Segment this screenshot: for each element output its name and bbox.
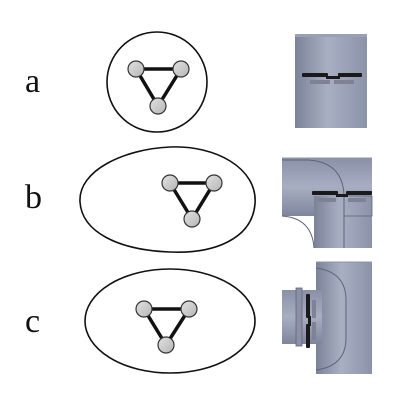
tee-flange <box>296 288 302 346</box>
sensor-bar-a1 <box>302 73 328 77</box>
sensor-bar-b1 <box>312 191 338 195</box>
node-b3 <box>184 211 200 227</box>
section-outline-ellipse <box>85 269 255 373</box>
sensor-bar-a3 <box>338 73 362 77</box>
row-c <box>25 262 372 374</box>
node-b1 <box>162 175 178 191</box>
sensor-bar-a2 <box>326 76 340 79</box>
section-outline-circle <box>107 32 207 132</box>
row-b <box>25 147 372 252</box>
node-b2 <box>206 175 222 191</box>
sensor-shadow-a1 <box>310 80 330 84</box>
row-label-b: b <box>25 179 42 216</box>
straight-pipe-body <box>295 34 367 128</box>
sensor-shadow-b1 <box>318 198 336 202</box>
node-c2 <box>181 301 197 317</box>
row-label-c: c <box>25 303 41 340</box>
pipe-render-elbow <box>282 158 372 248</box>
node-c3 <box>158 337 174 353</box>
sensor-shadow-a2 <box>334 80 354 84</box>
straight-pipe-top-edge <box>295 34 367 37</box>
tee-main-pipe <box>316 262 372 374</box>
sensor-shadow-c1 <box>312 300 316 318</box>
sensor-bar-c3 <box>306 324 310 348</box>
sensor-bar-b3 <box>346 191 372 195</box>
pipe-render-tee <box>282 262 372 374</box>
node-a2 <box>173 61 189 77</box>
sensor-shadow-c2 <box>312 322 316 340</box>
node-a1 <box>128 61 144 77</box>
sensor-shadow-b2 <box>348 198 366 202</box>
sensor-triangle-c <box>136 301 197 353</box>
node-c1 <box>136 301 152 317</box>
cross-section-ellipse <box>85 269 255 373</box>
sensor-bar-c1 <box>306 294 310 318</box>
node-a3 <box>150 98 166 114</box>
row-label-a: a <box>25 63 41 100</box>
section-outline-egg <box>80 147 255 252</box>
pipe-render-straight <box>295 34 367 128</box>
sensor-triangle-b <box>162 175 222 227</box>
cross-section-egg <box>80 147 255 252</box>
cross-section-circle <box>107 32 207 132</box>
sensor-triangle-a <box>128 61 189 114</box>
row-a <box>25 32 367 132</box>
